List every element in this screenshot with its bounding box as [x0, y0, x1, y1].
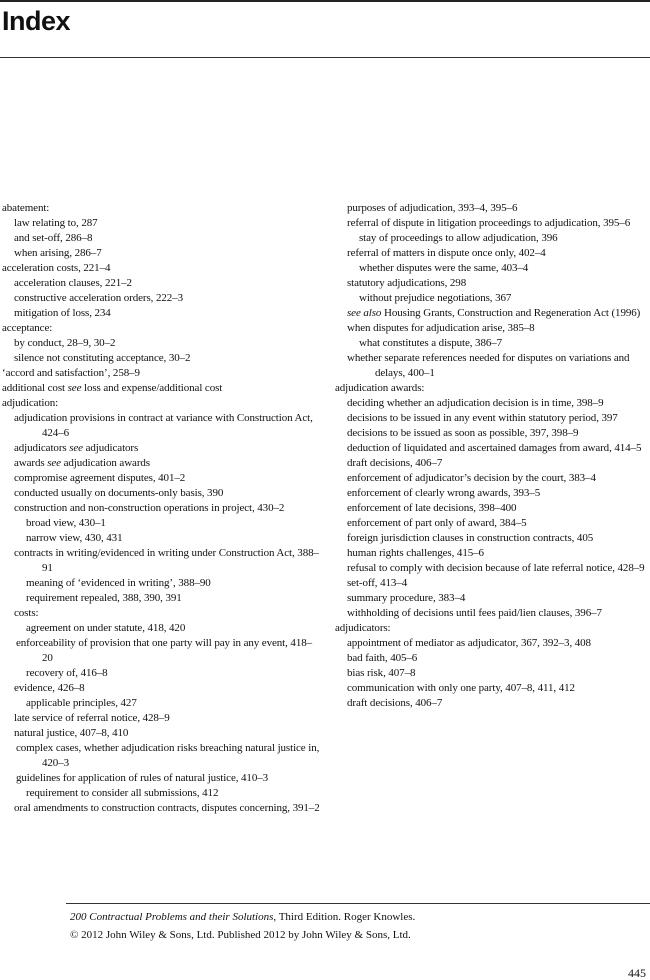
index-entry: meaning of ‘evidenced in writing’, 388–90 [26, 577, 211, 589]
index-entry: when arising, 286–7 [14, 247, 102, 259]
top-rule [0, 0, 650, 2]
index-entry: set-off, 413–4 [347, 577, 408, 589]
index-entry: narrow view, 430, 431 [26, 532, 123, 544]
index-entry: acceptance: [2, 322, 53, 334]
index-entry: abatement: [2, 202, 50, 214]
footer-rule [66, 903, 650, 904]
index-entry: draft decisions, 406–7 [347, 697, 443, 709]
footer-copyright: © 2012 John Wiley & Sons, Ltd. Published 2012 by John Wiley & Sons, Ltd. [70, 929, 411, 941]
index-entry: acceleration clauses, 221–2 [14, 277, 132, 289]
index-entry: whether separate references needed for disputes on variations and delays, 400–1 [347, 352, 630, 379]
index-entry: broad view, 430–1 [26, 517, 106, 529]
index-entry: compromise agreement disputes, 401–2 [14, 472, 186, 484]
index-entry: without prejudice negotiations, 367 [359, 292, 512, 304]
index-entry: oral amendments to construction contracts, disputes concerning, 391–2 [14, 802, 320, 814]
index-entry: adjudication awards: [335, 382, 425, 394]
index-entry: bad faith, 405–6 [347, 652, 418, 664]
index-entry: acceleration costs, 221–4 [2, 262, 111, 274]
index-entry: and set-off, 286–8 [14, 232, 93, 244]
footer-book-title: 200 Contractual Problems and their Solutions [70, 911, 274, 923]
index-entry: recovery of, 416–8 [26, 667, 108, 679]
index-entry: enforcement of part only of award, 384–5 [347, 517, 527, 529]
index-entry: what constitutes a dispute, 386–7 [359, 337, 503, 349]
index-entry: deciding whether an adjudication decision is in time, 398–9 [347, 397, 604, 409]
index-entry: whether disputes were the same, 403–4 [359, 262, 529, 274]
index-entry: enforcement of late decisions, 398–400 [347, 502, 517, 514]
index-entry: late service of referral notice, 428–9 [14, 712, 170, 724]
footer-edition-author: , Third Edition. Roger Knowles. [273, 911, 416, 923]
index-entry: stay of proceedings to allow adjudication, 396 [359, 232, 558, 244]
index-entry: additional cost see loss and expense/additional cost [2, 382, 223, 394]
index-entry: enforcement of adjudicator’s decision by the court, 383–4 [347, 472, 596, 484]
index-entry: awards see adjudication awards [14, 457, 150, 469]
index-entry: adjudicators see adjudicators [14, 442, 139, 454]
index-entry: foreign jurisdiction clauses in construction contracts, 405 [347, 532, 594, 544]
index-entry: withholding of decisions until fees paid/lien clauses, 396–7 [347, 607, 602, 619]
index-entry: requirement to consider all submissions, 412 [26, 787, 219, 799]
index-entry: guidelines for application of rules of natural justice, 410–3 [16, 772, 269, 784]
index-entry: summary procedure, 383–4 [347, 592, 466, 604]
index-entry: deduction of liquidated and ascertained damages from award, 414–5 [347, 442, 642, 454]
index-entry: construction and non-construction operations in project, 430–2 [14, 502, 285, 514]
index-entry: referral of dispute in litigation proceedings to adjudication, 395–6 [347, 217, 631, 229]
index-column-right [335, 201, 647, 711]
index-entry: conducted usually on documents-only basis, 390 [14, 487, 224, 499]
index-entry: costs: [14, 607, 39, 619]
index-entry: referral of matters in dispute once only, 402–4 [347, 247, 546, 259]
index-entry: decisions to be issued in any event within statutory period, 397 [347, 412, 618, 424]
index-entry: adjudicators: [335, 622, 391, 634]
index-entry: purposes of adjudication, 393–4, 395–6 [347, 202, 518, 214]
index-entry: law relating to, 287 [14, 217, 98, 229]
index-entry: constructive acceleration orders, 222–3 [14, 292, 183, 304]
index-entry: complex cases, whether adjudication risks breaching natural justice in, 420–3 [16, 742, 320, 769]
title-rule [0, 57, 650, 58]
index-entry: enforceability of provision that one party will pay in any event, 418–20 [16, 637, 313, 664]
index-entry: natural justice, 407–8, 410 [14, 727, 129, 739]
index-entry: communication with only one party, 407–8, 411, 412 [347, 682, 575, 694]
index-entry: adjudication provisions in contract at variance with Construction Act, 424–6 [14, 412, 313, 439]
index-entry: enforcement of clearly wrong awards, 393–5 [347, 487, 541, 499]
index-entry: adjudication: [2, 397, 59, 409]
index-entry: refusal to comply with decision because of late referral notice, 428–9 [347, 562, 645, 574]
index-entry: see also Housing Grants, Construction and Regeneration Act (1996) [347, 307, 641, 319]
footer-citation [70, 910, 415, 924]
index-entry: mitigation of loss, 234 [14, 307, 111, 319]
index-entry: contracts in writing/evidenced in writing under Construction Act, 388–91 [14, 547, 319, 574]
index-entry: by conduct, 28–9, 30–2 [14, 337, 116, 349]
index-entry: bias risk, 407–8 [347, 667, 416, 679]
index-entry: statutory adjudications, 298 [347, 277, 467, 289]
index-column-left [2, 201, 322, 816]
index-entry: silence not constituting acceptance, 30–2 [14, 352, 191, 364]
page-number: 445 [628, 966, 646, 980]
index-entry: applicable principles, 427 [26, 697, 137, 709]
index-entry: appointment of mediator as adjudicator, 367, 392–3, 408 [347, 637, 591, 649]
index-entry: when disputes for adjudication arise, 385–8 [347, 322, 535, 334]
index-entry: decisions to be issued as soon as possible, 397, 398–9 [347, 427, 579, 439]
index-entry: draft decisions, 406–7 [347, 457, 443, 469]
index-entry: human rights challenges, 415–6 [347, 547, 484, 559]
index-entry: evidence, 426–8 [14, 682, 85, 694]
index-entry: ‘accord and satisfaction’, 258–9 [2, 367, 140, 379]
index-entry: requirement repealed, 388, 390, 391 [26, 592, 182, 604]
index-entry: agreement on under statute, 418, 420 [26, 622, 186, 634]
page-title: Index [2, 6, 71, 36]
